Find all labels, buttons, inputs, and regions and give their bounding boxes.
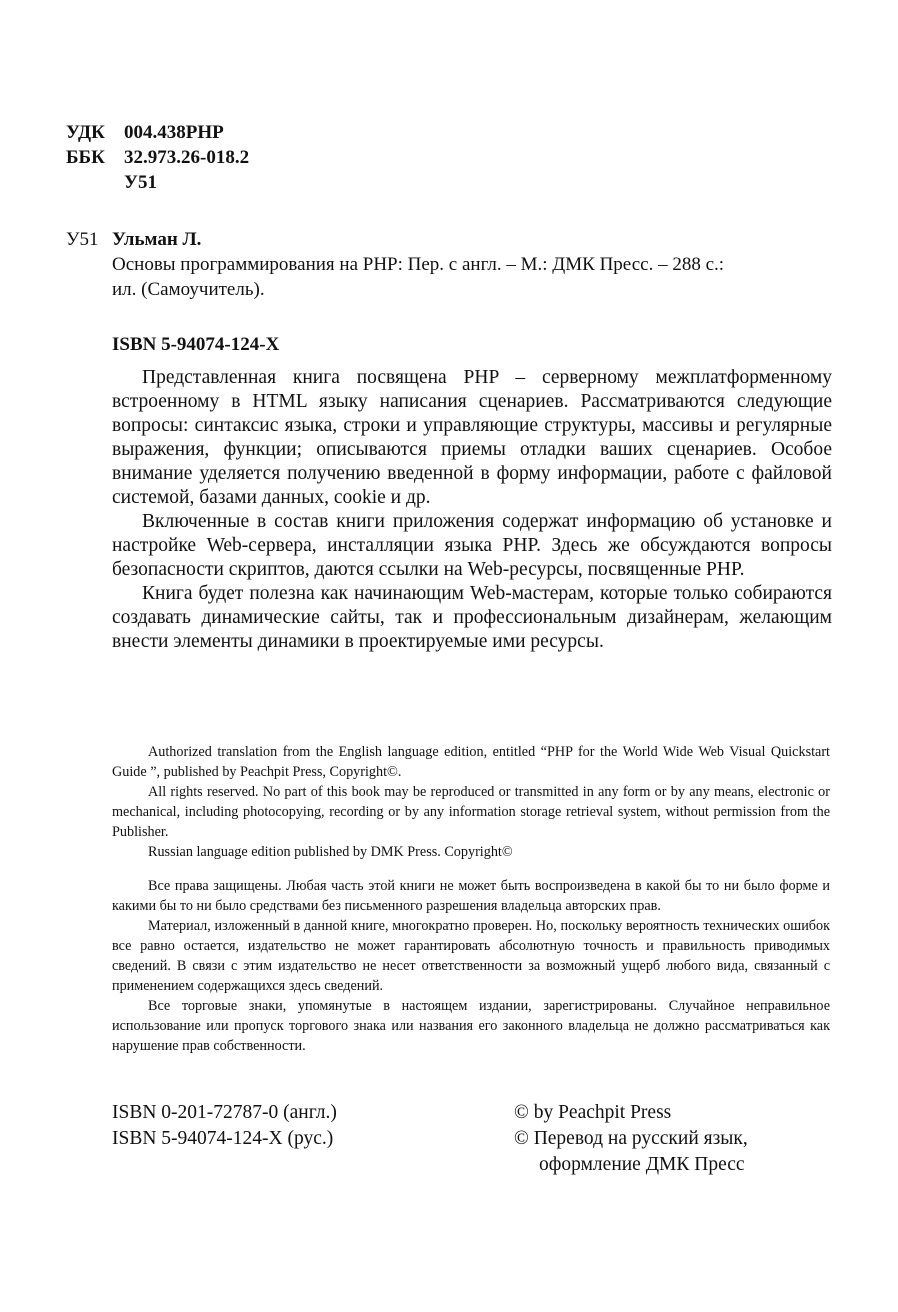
copyright-list [514,1100,748,1178]
annotation-paragraph: Представленная книга посвящена PHP – серверному межплатформенному встроенному в HTML языку написания сценариев. Рассматриваются следующие вопросы: синтаксис языка, строки и управляющие структуры, массивы и регулярные выражения, функции; описываются приемы отладки ваших сценариев. Особое внимание уделяется получению введенной в форму информации, работе с файловой системой, базами данных, cookie и др. [112,367,832,508]
copyright-original: © by Peachpit Press [514,1102,672,1123]
isbn-russian: ISBN 5-94074-124-X (рус.) [112,1128,334,1149]
russian-rights-paragraph: Материал, изложенный в данной книге, многократно проверен. Но, поскольку вероятность технических ошибок все равно остается, издательство не может гарантировать абсолютную точность и правильность приводимых сведений. В связи с этим издательство не несет ответственности за возможный ущерб любого вида, связанный с применением содержащихся здесь сведений. [112,918,830,994]
isbn-main: ISBN 5-94074-124-X [112,334,280,355]
english-rights-paragraph: Authorized translation from the English language edition, entitled “PHP for the World Wide Web Visual Quickstart Guide ”, published by Peachpit Press, Copyright©. [112,744,830,780]
english-rights-paragraph: Russian language edition published by DMK Press. Copyright© [148,844,513,860]
copyright-translation: © Перевод на русский язык, [514,1128,748,1149]
catalog-title-line1: Основы программирования на PHP: Пер. с англ. – М.: ДМК Пресс. – 288 с.: [112,254,725,275]
bbk-label: ББК [66,147,105,168]
english-rights [112,742,830,862]
bbk-value: 32.973.26-018.2 [124,147,250,168]
bbk-row [66,145,249,170]
isbn-english: ISBN 0-201-72787-0 (англ.) [112,1102,337,1123]
isbn-list [112,1100,337,1152]
classification-block [66,120,249,195]
catalog-code: У51 [66,229,99,250]
russian-rights [112,876,830,1056]
catalog-title-line2: ил. (Самоучитель). [112,279,265,300]
russian-rights-paragraph: Все торговые знаки, упомянутые в настоящем издании, зарегистрированы. Случайное неправильное использование или пропуск торгового знака или названия его законного владельца не должно рассматриваться как нарушение прав собственности. [112,998,830,1054]
russian-rights-paragraph: Все права защищены. Любая часть этой книги не может быть воспроизведена в какой бы то ни было форме и какими бы то ни было средствами без письменного разрешения владельца авторских прав. [112,878,830,914]
copyright-translation-cont: оформление ДМК Пресс [539,1154,745,1175]
author-mark-row [66,170,249,195]
annotation [112,366,832,654]
annotation-paragraph: Включенные в состав книги приложения содержат информацию об установке и настройке Web-сервера, инсталляции языка PHP. Здесь же обсуждаются вопросы безопасности скриптов, даются ссылки на Web-ресурсы, посвященные PHP. [112,511,832,580]
author-mark: У51 [124,172,157,193]
catalog-author: Ульман Л. [112,229,202,250]
english-rights-paragraph: All rights reserved. No part of this book may be reproduced or transmitted in any form or by any means, electronic or mechanical, including photocopying, recording or by any information storage retrieval system, without permission from the Publisher. [112,784,830,840]
udk-value: 004.438PHP [124,122,224,143]
udk-label: УДК [66,122,105,143]
catalog-entry [112,227,842,302]
udk-row [66,120,249,145]
annotation-paragraph: Книга будет полезна как начинающим Web-мастерам, которые только собираются создавать динамические сайты, так и профессиональным дизайнерам, желающим внести элементы динамики в проектируемые ими ресурсы. [112,583,832,652]
